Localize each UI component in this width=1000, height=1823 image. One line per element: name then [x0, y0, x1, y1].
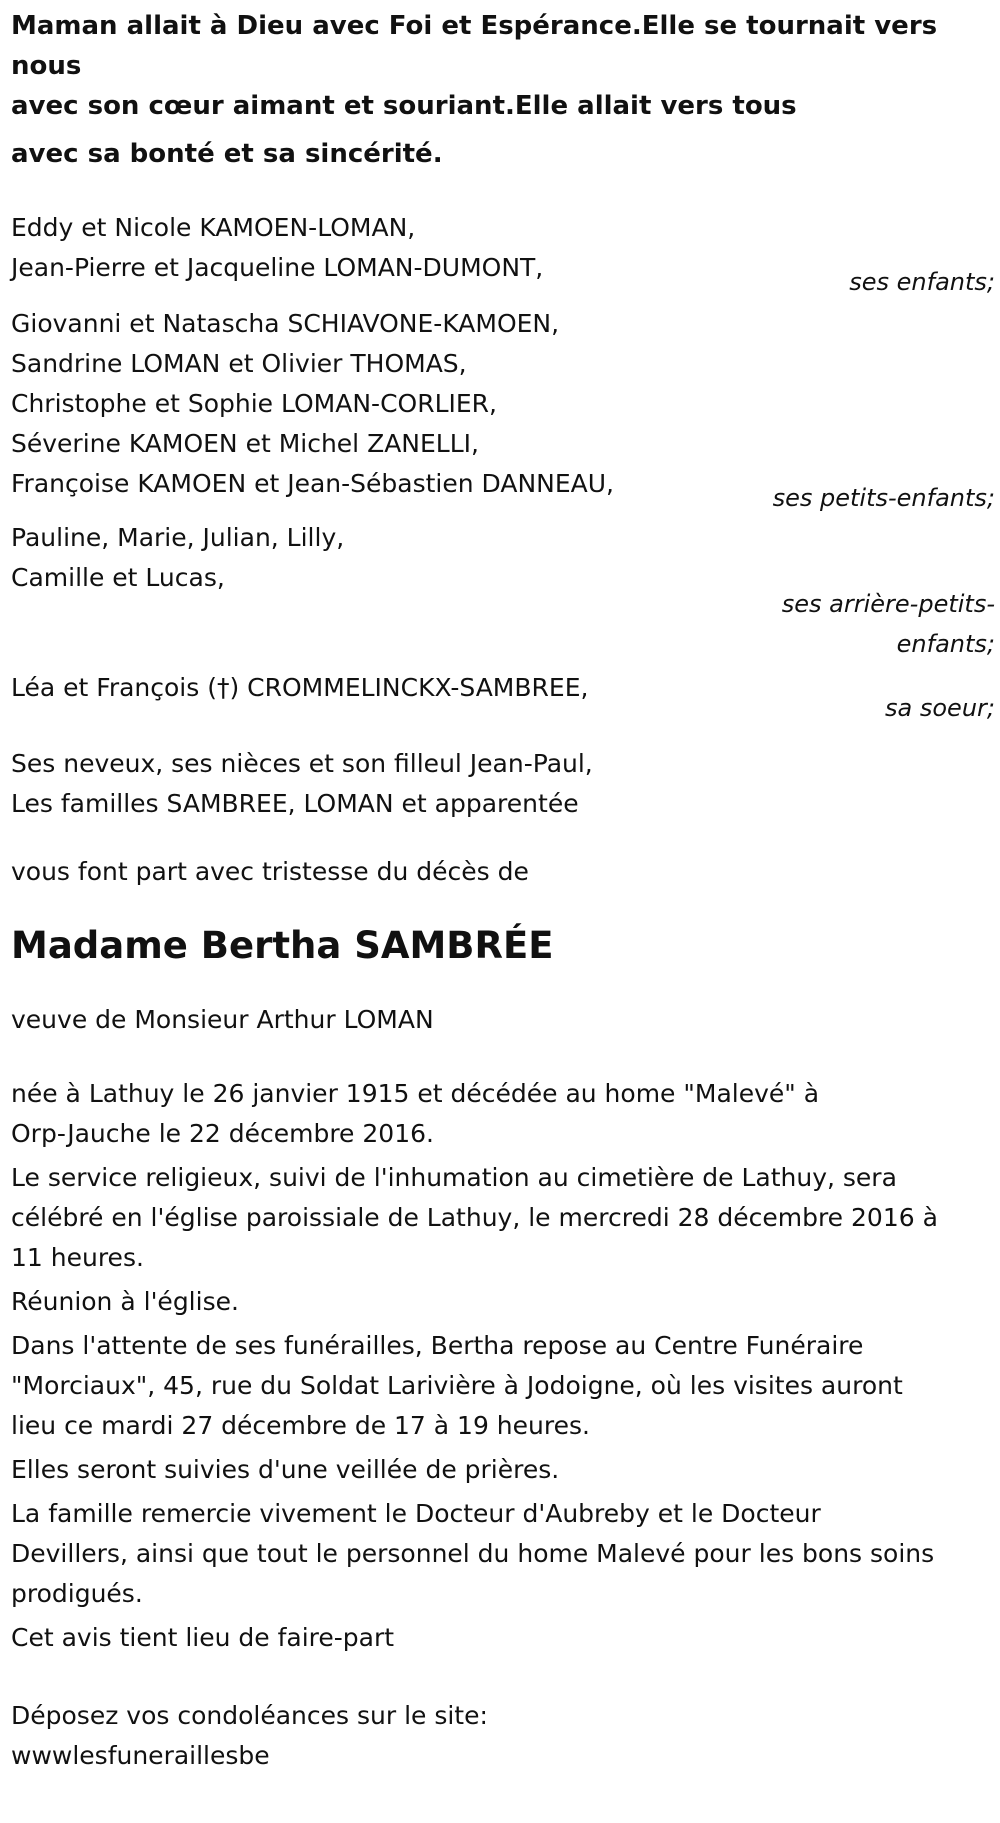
paragraph-line: née à Lathuy le 26 janvier 1915 et décédée au home "Malevé" à: [11, 1079, 820, 1108]
family-line: Sandrine LOMAN et Olivier THOMAS,: [11, 349, 467, 378]
paragraph-line: Orp-Jauche le 22 décembre 2016.: [11, 1119, 434, 1148]
family-line: Ses neveux, ses nièces et son filleul Jean-Paul,: [11, 749, 593, 778]
family-line: Pauline, Marie, Julian, Lilly,: [11, 523, 345, 552]
meeting-paragraph: [11, 1282, 995, 1322]
family-line: Les familles SAMBREE, LOMAN et apparentée: [11, 789, 579, 818]
visitation-paragraph: [11, 1326, 995, 1446]
paragraph-line: prodigués.: [11, 1579, 143, 1608]
family-line: Giovanni et Natascha SCHIAVONE-KAMOEN,: [11, 309, 560, 338]
role-label-great-grandchildren-2: enfants;: [896, 630, 995, 658]
role-label-sister: sa soeur;: [885, 694, 995, 722]
paragraph-line: La famille remercie vivement le Docteur d'Aubreby et le Docteur: [11, 1499, 821, 1528]
announcement-line: vous font part avec tristesse du décès de: [11, 857, 529, 886]
paragraph-line: Réunion à l'église.: [11, 1287, 239, 1316]
family-group-extended: [11, 744, 995, 824]
role-label-great-grandchildren-1: ses arrière-petits-: [781, 590, 995, 618]
condolences-website-link[interactable]: wwwlesfuneraillesbe: [11, 1741, 270, 1770]
family-line: Françoise KAMOEN et Jean-Sébastien DANNEAU,: [11, 469, 615, 498]
condolences-block: [11, 1696, 995, 1776]
condolences-label: Déposez vos condoléances sur le site:: [11, 1701, 488, 1730]
family-line: Christophe et Sophie LOMAN-CORLIER,: [11, 389, 497, 418]
family-line: Camille et Lucas,: [11, 563, 225, 592]
role-label-children: ses enfants;: [849, 268, 995, 296]
paragraph-line: Dans l'attente de ses funérailles, Bertha repose au Centre Funéraire: [11, 1331, 864, 1360]
vigil-paragraph: [11, 1450, 995, 1490]
obituary-notice: [11, 0, 995, 1776]
family-line: Léa et François (†) CROMMELINCKX-SAMBREE,: [11, 673, 589, 702]
intro-quote: [11, 6, 995, 174]
thanks-paragraph: [11, 1494, 995, 1614]
intro-line-1: Maman allait à Dieu avec Foi et Espérance.Elle se tournait vers nous: [11, 11, 938, 81]
family-group-grandchildren: [11, 304, 995, 518]
intro-line-3: avec sa bonté et sa sincérité.: [11, 139, 443, 169]
paragraph-line: Elles seront suivies d'une veillée de prières.: [11, 1455, 560, 1484]
widow-of-line: veuve de Monsieur Arthur LOMAN: [11, 1005, 434, 1034]
family-group-sister: [11, 668, 995, 744]
paragraph-line: Le service religieux, suivi de l'inhumation au cimetière de Lathuy, sera: [11, 1163, 897, 1192]
service-paragraph: [11, 1158, 995, 1278]
paragraph-line: Cet avis tient lieu de faire-part: [11, 1623, 395, 1652]
paragraph-line: lieu ce mardi 27 décembre de 17 à 19 heures.: [11, 1411, 590, 1440]
family-line: Séverine KAMOEN et Michel ZANELLI,: [11, 429, 479, 458]
paragraph-line: célébré en l'église paroissiale de Lathuy, le mercredi 28 décembre 2016 à: [11, 1203, 938, 1232]
notice-paragraph: [11, 1618, 995, 1658]
paragraph-line: 11 heures.: [11, 1243, 144, 1272]
deceased-name: Madame Bertha SAMBRÉE: [11, 924, 554, 967]
intro-line-2: avec son cœur aimant et souriant.Elle allait vers tous: [11, 91, 797, 121]
family-group-children: [11, 208, 995, 304]
family-line: Jean-Pierre et Jacqueline LOMAN-DUMONT,: [11, 253, 544, 282]
paragraph-line: "Morciaux", 45, rue du Soldat Larivière à Jodoigne, où les visites auront: [11, 1371, 903, 1400]
family-group-great-grandchildren: [11, 518, 995, 668]
family-line: Eddy et Nicole KAMOEN-LOMAN,: [11, 213, 416, 242]
birth-death-paragraph: [11, 1074, 995, 1154]
role-label-grandchildren: ses petits-enfants;: [772, 484, 995, 512]
paragraph-line: Devillers, ainsi que tout le personnel du home Malevé pour les bons soins: [11, 1539, 935, 1568]
